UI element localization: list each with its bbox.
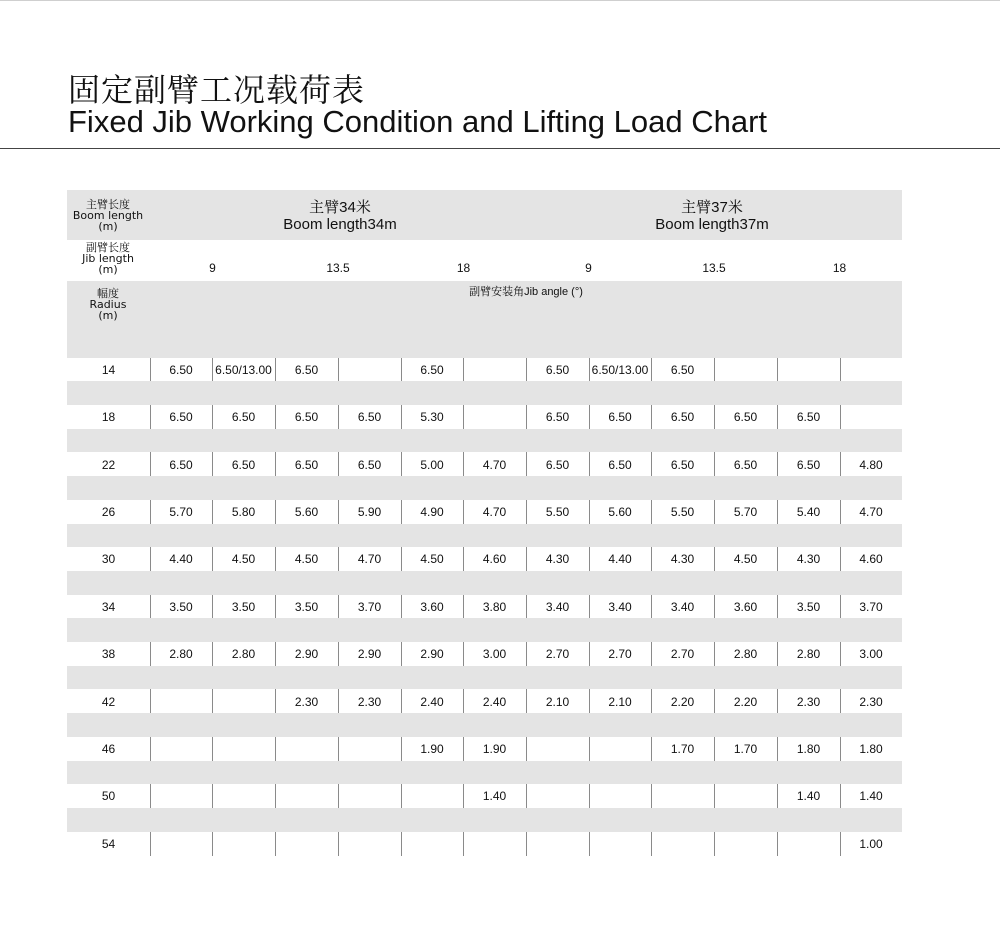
load-value: 6.50 [670, 457, 695, 472]
radius-value: 46 [101, 741, 116, 756]
load-value: 6.50 [608, 457, 632, 472]
load-value: 3.40 [670, 599, 695, 614]
radius-value: 34 [101, 599, 116, 614]
load-value: 4.60 [482, 552, 507, 567]
load-value: 4.30 [796, 552, 821, 567]
load-value: 6.50 [231, 457, 256, 472]
load-value: 5.40 [796, 504, 821, 519]
load-value: 5.50 [545, 504, 570, 519]
load-value: 5.90 [357, 504, 382, 519]
row-stripe [67, 571, 902, 595]
load-value: 3.00 [859, 647, 883, 662]
load-value: 6.50 [294, 457, 319, 472]
load-value: 4.70 [482, 457, 507, 472]
load-value: 1.40 [859, 789, 883, 804]
title-divider [0, 148, 1000, 149]
radius-value: 30 [101, 552, 116, 567]
load-value: 2.20 [733, 694, 758, 709]
load-value: 6.50 [670, 362, 695, 377]
jib-length-value: 9 [209, 261, 216, 275]
load-value: 6.50 [733, 410, 758, 425]
load-value: 4.90 [420, 504, 444, 519]
row-stripe [67, 476, 902, 500]
load-value: 3.80 [482, 599, 507, 614]
load-value: 2.80 [231, 647, 256, 662]
load-value: 6.50 [294, 362, 319, 377]
row-stripe [67, 381, 902, 405]
load-value: 6.50 [608, 410, 632, 425]
load-value: 3.60 [733, 599, 758, 614]
load-value: 1.40 [482, 789, 507, 804]
radius-label: 幅度 Radius (m) [89, 287, 127, 322]
load-value: 3.50 [231, 599, 256, 614]
boom-length-label: 主臂长度 Boom length (m) [72, 198, 144, 233]
load-value: 6.50 [545, 410, 570, 425]
row-stripe [67, 761, 902, 785]
load-value: 2.40 [482, 694, 507, 709]
row-stripe [67, 334, 902, 358]
load-value: 6.50/13.00 [591, 362, 649, 377]
load-value: 3.40 [545, 599, 570, 614]
load-value: 4.70 [482, 504, 507, 519]
load-value: 1.70 [733, 741, 758, 756]
load-value: 4.70 [859, 504, 883, 519]
load-value: 2.90 [357, 647, 382, 662]
radius-value: 18 [101, 410, 116, 425]
load-value: 5.70 [733, 504, 758, 519]
radius-value: 14 [101, 362, 116, 377]
boom-group-37m: 主臂37米 Boom length37m [655, 199, 769, 233]
load-value: 1.90 [420, 741, 444, 756]
radius-value: 26 [101, 504, 116, 519]
load-value: 4.30 [670, 552, 695, 567]
load-value: 4.80 [859, 457, 883, 472]
load-value: 3.70 [357, 599, 382, 614]
load-value: 2.70 [670, 647, 695, 662]
jib-length-value: 18 [456, 261, 471, 275]
radius-value: 50 [101, 789, 116, 804]
load-value: 3.40 [608, 599, 632, 614]
load-value: 2.30 [796, 694, 821, 709]
load-value: 6.50 [231, 410, 256, 425]
row-stripe [67, 713, 902, 737]
top-border [0, 0, 1000, 1]
boom-group-34m: 主臂34米 Boom length34m [283, 199, 397, 233]
load-value: 2.70 [545, 647, 570, 662]
jib-length-label: 副臂长度 Jib length (m) [82, 241, 134, 276]
load-value: 3.50 [796, 599, 821, 614]
load-value: 6.50 [733, 457, 758, 472]
load-value: 6.50/13.00 [215, 362, 272, 377]
load-value: 2.10 [608, 694, 632, 709]
load-value: 2.20 [670, 694, 695, 709]
load-value: 6.50 [420, 362, 444, 377]
load-value: 2.10 [545, 694, 570, 709]
load-value: 1.40 [796, 789, 821, 804]
radius-value: 38 [101, 647, 116, 662]
load-value: 5.60 [608, 504, 632, 519]
load-value: 4.40 [169, 552, 193, 567]
jib-length-value: 9 [585, 261, 592, 275]
load-value: 6.50 [796, 457, 821, 472]
load-value: 1.00 [859, 836, 883, 851]
load-value: 3.50 [294, 599, 319, 614]
load-value: 3.60 [420, 599, 444, 614]
load-value: 6.50 [357, 410, 382, 425]
load-value: 3.00 [482, 647, 507, 662]
row-stripe [67, 618, 902, 642]
load-value: 1.80 [859, 741, 883, 756]
load-value: 2.30 [294, 694, 319, 709]
load-value: 1.90 [482, 741, 507, 756]
jib-length-value: 13.5 [702, 261, 726, 275]
load-value: 2.30 [357, 694, 382, 709]
load-value: 1.70 [670, 741, 695, 756]
load-value: 5.00 [420, 457, 444, 472]
jib-length-value: 18 [832, 261, 847, 275]
load-value: 2.80 [796, 647, 821, 662]
radius-value: 22 [101, 457, 116, 472]
jib-length-value: 13.5 [326, 261, 350, 275]
load-chart-table [67, 190, 902, 856]
jib-angle-title: 副臂安装角Jib angle (°) [469, 286, 583, 298]
row-stripe [67, 429, 902, 453]
load-value: 6.50 [545, 457, 570, 472]
row-stripe [67, 666, 902, 690]
load-value: 4.50 [231, 552, 256, 567]
load-value: 2.40 [420, 694, 444, 709]
load-value: 6.50 [169, 410, 193, 425]
load-value: 4.70 [357, 552, 382, 567]
load-value: 3.50 [169, 599, 193, 614]
load-value: 6.50 [357, 457, 382, 472]
load-value: 6.50 [294, 410, 319, 425]
load-value: 3.70 [859, 599, 883, 614]
load-value: 1.80 [796, 741, 821, 756]
load-value: 5.60 [294, 504, 319, 519]
load-value: 5.70 [169, 504, 193, 519]
load-value: 4.50 [420, 552, 444, 567]
load-value: 5.30 [420, 410, 444, 425]
load-value: 5.80 [231, 504, 256, 519]
load-value: 2.90 [420, 647, 444, 662]
load-value: 6.50 [169, 362, 193, 377]
load-value: 4.30 [545, 552, 570, 567]
load-value: 5.50 [670, 504, 695, 519]
load-value: 4.50 [733, 552, 758, 567]
load-value: 4.60 [859, 552, 883, 567]
page-title-chinese: 固定副臂工况载荷表 [68, 71, 366, 109]
radius-value: 42 [101, 694, 116, 709]
load-value: 2.80 [169, 647, 193, 662]
load-value: 4.50 [294, 552, 319, 567]
row-stripe [67, 524, 902, 548]
load-value: 4.40 [608, 552, 632, 567]
row-stripe [67, 808, 902, 832]
radius-value: 54 [101, 836, 116, 851]
load-value: 6.50 [796, 410, 821, 425]
load-value: 2.70 [608, 647, 632, 662]
load-value: 6.50 [545, 362, 570, 377]
load-value: 6.50 [670, 410, 695, 425]
load-value: 2.30 [859, 694, 883, 709]
load-value: 2.80 [733, 647, 758, 662]
load-value: 6.50 [169, 457, 193, 472]
page-title-english: Fixed Jib Working Condition and Lifting Load Chart [68, 104, 768, 139]
load-value: 2.90 [294, 647, 319, 662]
